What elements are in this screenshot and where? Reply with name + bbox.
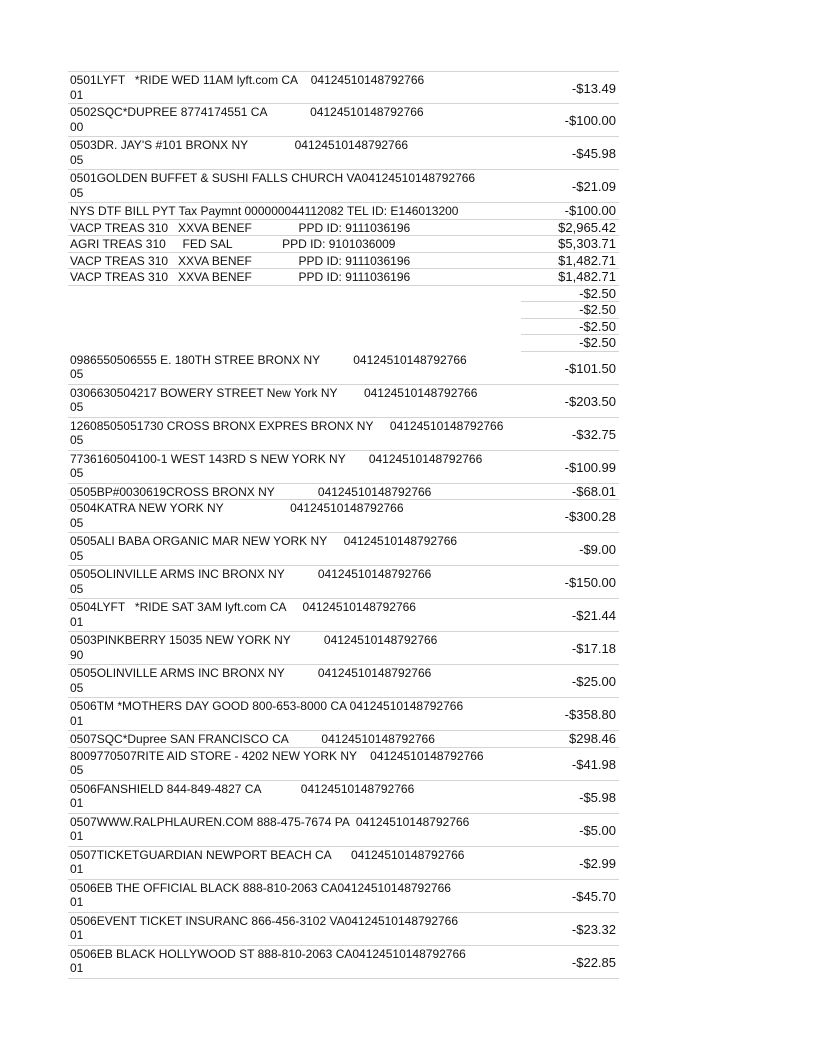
- transaction-amount: -$9.00: [579, 542, 616, 557]
- description-code: 05: [70, 367, 84, 381]
- description-line: 0507SQC*Dupree SAN FRANCISCO CA 04124510148792766: [70, 732, 435, 746]
- amount-cell: [521, 319, 619, 336]
- description-line: 0505ALI BABA ORGANIC MAR NEW YORK NY 04124510148792766: [70, 534, 458, 548]
- transaction-row: [68, 451, 619, 484]
- description-code: 05: [70, 763, 84, 777]
- description-line: NYS DTF BILL PYT Tax Paymnt 000000044112082 TEL ID: E146013200: [70, 204, 459, 218]
- transaction-amount: -$100.99: [564, 459, 616, 475]
- transaction-row: [68, 748, 619, 781]
- transaction-amount: $1,482.71: [558, 252, 616, 268]
- transaction-row: [68, 203, 619, 220]
- description-code: 00: [70, 119, 84, 134]
- transaction-description: [70, 73, 520, 102]
- amount-cell: [521, 302, 619, 319]
- transaction-description: [70, 171, 520, 200]
- transaction-description: [70, 501, 520, 530]
- description-line: 12608505051730 CROSS BRONX EXPRES BRONX NY 04124510148792766: [70, 418, 504, 433]
- description-code: 90: [70, 647, 84, 662]
- transaction-description: [70, 782, 520, 811]
- transaction-description: [70, 914, 520, 943]
- description-code: 01: [70, 895, 84, 909]
- description-code: 05: [70, 400, 84, 414]
- transaction-row: [68, 533, 619, 566]
- description-code: 01: [70, 713, 84, 728]
- transaction-amount: -$2.50: [579, 335, 616, 350]
- transaction-row: [68, 71, 619, 104]
- amount-cell: [521, 286, 619, 303]
- transaction-description: [70, 254, 520, 269]
- description-line: 0506EVENT TICKET INSURANC 866-456-3102 VA04124510148792766: [70, 913, 459, 928]
- description-line: 0503PINKBERRY 15035 NEW YORK NY 04124510148792766: [70, 633, 438, 647]
- transaction-row: [68, 269, 619, 286]
- transaction-description: [70, 534, 520, 563]
- transaction-description: [70, 386, 520, 415]
- transaction-description: [70, 353, 520, 382]
- transaction-amount: -$68.01: [571, 483, 616, 499]
- description-code: 01: [70, 796, 84, 810]
- transaction-amount: $298.46: [569, 731, 616, 746]
- description-code: 01: [70, 961, 84, 975]
- description-line: 0506EB THE OFFICIAL BLACK 888-810-2063 CA04124510148792766: [70, 880, 451, 895]
- description-line: 0502SQC*DUPREE 8774174551 CA 04124510148792766: [70, 105, 424, 119]
- description-code: 01: [70, 928, 84, 942]
- transaction-amount: -$150.00: [564, 575, 616, 590]
- transaction-description: [70, 567, 520, 596]
- transaction-row: [68, 484, 619, 501]
- transaction-description: [70, 749, 520, 778]
- transaction-row: [68, 319, 619, 336]
- transaction-description: [70, 848, 520, 877]
- transaction-row: [68, 500, 619, 533]
- description-line: 0505BP#0030619CROSS BRONX NY 04124510148792766: [70, 484, 432, 499]
- description-line: 0507WWW.RALPHLAUREN.COM 888-475-7674 PA 04124510148792766: [70, 814, 470, 829]
- transaction-row: [68, 302, 619, 319]
- transaction-row: [68, 599, 619, 632]
- description-line: 7736160504100-1 WEST 143RD S NEW YORK NY 04124510148792766: [70, 451, 483, 466]
- transaction-amount: -$41.98: [571, 756, 616, 772]
- transaction-row: [68, 665, 619, 698]
- transaction-row: [68, 352, 619, 385]
- description-code: 05: [70, 152, 84, 167]
- transaction-amount: -$25.00: [571, 674, 616, 689]
- transaction-amount: -$2.50: [579, 318, 616, 334]
- transaction-row: [68, 253, 619, 270]
- description-line: VACP TREAS 310 XXVA BENEF PPD ID: 9111036196: [70, 270, 411, 284]
- transaction-row: [68, 335, 619, 352]
- transaction-description: [70, 221, 520, 236]
- transaction-description: [70, 138, 520, 167]
- transaction-description: [70, 947, 520, 976]
- transaction-description: [70, 666, 520, 695]
- transaction-amount: -$45.70: [571, 888, 616, 904]
- transaction-description: [70, 237, 520, 252]
- description-line: 0504LYFT *RIDE SAT 3AM lyft.com CA 04124510148792766: [70, 600, 416, 614]
- transaction-row: [68, 913, 619, 946]
- description-line: 0501GOLDEN BUFFET & SUSHI FALLS CHURCH VA04124510148792766: [70, 171, 476, 185]
- transaction-description: [70, 699, 520, 728]
- description-code: 05: [70, 515, 84, 530]
- transaction-row: [68, 698, 619, 731]
- description-line: 0505OLINVILLE ARMS INC BRONX NY 04124510148792766: [70, 567, 432, 581]
- description-code: 05: [70, 581, 84, 596]
- transaction-row: [68, 781, 619, 814]
- transaction-row: [68, 418, 619, 451]
- transaction-amount: -$101.50: [564, 360, 616, 376]
- transaction-amount: -$45.98: [571, 146, 616, 161]
- transaction-description: [70, 633, 520, 662]
- description-code: 05: [70, 548, 84, 563]
- amount-cell: [521, 335, 619, 352]
- description-code: 05: [70, 185, 84, 200]
- transaction-row: [68, 170, 619, 203]
- description-line: 0504KATRA NEW YORK NY 04124510148792766: [70, 501, 404, 515]
- transaction-row: [68, 137, 619, 170]
- description-line: 0505OLINVILLE ARMS INC BRONX NY 04124510148792766: [70, 666, 432, 680]
- description-line: 8009770507RITE AID STORE - 4202 NEW YORK NY 04124510148792766: [70, 748, 484, 763]
- transaction-amount: -$21.44: [571, 608, 616, 623]
- description-line: AGRI TREAS 310 FED SAL PPD ID: 9101036009: [70, 237, 396, 251]
- description-code: 01: [70, 862, 84, 876]
- transaction-amount: -$2.50: [579, 302, 616, 317]
- description-line: 0501LYFT *RIDE WED 11AM lyft.com CA 04124510148792766: [70, 73, 425, 87]
- transaction-row: [68, 731, 619, 748]
- description-code: 01: [70, 829, 84, 843]
- description-code: 05: [70, 680, 84, 695]
- description-line: VACP TREAS 310 XXVA BENEF PPD ID: 9111036196: [70, 253, 411, 268]
- description-line: 0506TM *MOTHERS DAY GOOD 800-653-8000 CA 04124510148792766: [70, 699, 464, 713]
- transaction-row: [68, 814, 619, 847]
- description-code: 01: [70, 614, 84, 629]
- description-code: 01: [70, 87, 84, 102]
- description-code: 05: [70, 466, 84, 480]
- transaction-row: [68, 566, 619, 599]
- description-line: VACP TREAS 310 XXVA BENEF PPD ID: 9111036196: [70, 220, 411, 235]
- transaction-row: [68, 236, 619, 253]
- transaction-amount: -$22.85: [571, 954, 616, 970]
- transaction-amount: -$5.98: [579, 789, 616, 805]
- transaction-amount: -$100.00: [564, 113, 616, 128]
- transaction-description: [70, 105, 520, 134]
- transaction-amount: -$2.50: [579, 285, 616, 301]
- transaction-row: [68, 946, 619, 979]
- transaction-amount: -$32.75: [571, 426, 616, 442]
- transaction-row: [68, 104, 619, 137]
- description-code: 05: [70, 433, 84, 447]
- transaction-description: [70, 419, 520, 448]
- transaction-description: [70, 881, 520, 910]
- description-line: 0986550506555 E. 180TH STREE BRONX NY 04124510148792766: [70, 352, 467, 367]
- transaction-description: [70, 204, 520, 219]
- transaction-amount: -$13.49: [571, 81, 616, 96]
- transaction-amount: -$358.80: [564, 707, 616, 722]
- transaction-amount: -$17.18: [571, 641, 616, 656]
- transaction-amount: $1,482.71: [558, 269, 616, 284]
- transaction-description: [70, 600, 520, 629]
- transaction-description: [70, 452, 520, 481]
- transaction-row: [68, 632, 619, 665]
- transaction-description: [70, 732, 520, 747]
- transaction-description: [70, 270, 520, 285]
- transaction-amount: -$21.09: [571, 179, 616, 194]
- description-line: 0506EB BLACK HOLLYWOOD ST 888-810-2063 CA04124510148792766: [70, 946, 466, 961]
- transaction-amount: $2,965.42: [558, 219, 616, 235]
- transaction-amount: -$203.50: [564, 393, 616, 409]
- transaction-row: [68, 286, 619, 303]
- transaction-row: [68, 847, 619, 880]
- transaction-description: [70, 815, 520, 844]
- description-line: 0507TICKETGUARDIAN NEWPORT BEACH CA 04124510148792766: [70, 847, 465, 862]
- transaction-row: [68, 385, 619, 418]
- transaction-description: [70, 485, 520, 500]
- description-line: 0306630504217 BOWERY STREET New York NY 04124510148792766: [70, 385, 478, 400]
- description-line: 0503DR. JAY'S #101 BRONX NY 04124510148792766: [70, 138, 409, 152]
- transaction-table: [68, 71, 619, 979]
- transaction-row: [68, 880, 619, 913]
- transaction-amount: -$100.00: [564, 203, 616, 218]
- description-line: 0506FANSHIELD 844-849-4827 CA 04124510148792766: [70, 781, 415, 796]
- transaction-amount: -$23.32: [571, 921, 616, 937]
- transaction-amount: $5,303.71: [558, 236, 616, 251]
- transaction-amount: -$5.00: [579, 822, 616, 838]
- transaction-amount: -$300.28: [564, 509, 616, 524]
- transaction-row: [68, 220, 619, 237]
- transaction-amount: -$2.99: [579, 855, 616, 871]
